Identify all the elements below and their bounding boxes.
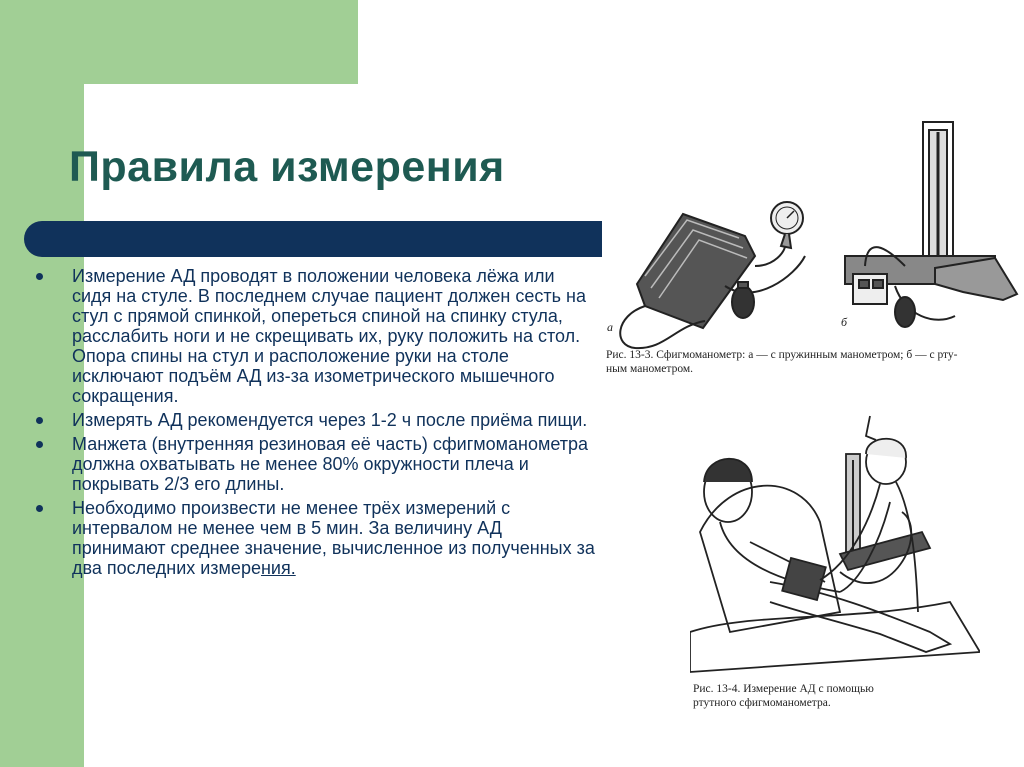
bullet-dot-icon [36,505,43,512]
caption-line: ным манометром. [606,363,694,375]
decor-green-top [0,0,358,84]
bullet-item [36,410,596,430]
bulb-icon [732,282,754,318]
bullet-dot-icon [36,441,43,448]
bullet-text: Измерять АД рекомендуется через 1-2 ч после приёма пищи. [72,410,588,430]
bullet-text-main: Необходимо произвести не менее трёх измерений с интервалом не менее чем в 5 мин. За величину АД принимают среднее значение, вычисленное из полученных за два последних измере [72,498,595,578]
sphygmomanometer-illustration [605,116,1023,386]
figure-caption-2 [693,682,983,710]
bullet-dot-icon [36,417,43,424]
title-underline-bar [24,221,602,257]
patient-measurement-illustration [690,412,980,712]
figure-caption-1 [606,348,1024,376]
bullet-item [36,266,596,406]
mercury-column-icon [840,454,930,570]
bullet-item [36,434,596,494]
bullet-text-underlined: ния. [260,558,296,578]
bullet-dot-icon [36,273,43,280]
caption-line: Рис. 13-4. Измерение АД с помощью [693,683,874,695]
caption-line: Рис. 13-3. Сфигмоманометр: а — с пружинным манометром; б — с рту- [606,349,958,361]
bullet-list [36,266,596,582]
bullet-text [72,498,596,578]
slide-title: Правила измерения [69,143,505,191]
bullet-text: Измерение АД проводят в положении человека лёжа или сидя на стуле. В последнем случае пациент должен сесть на стул с прямой спинкой, опереться спиной на спинку стула, расслабить ноги и не скрещивать их, руку положить на стол. Опора спины на стул и расположение руки на столе исключают подъём АД из-за изометрического мышечного сокращения. [72,266,586,406]
gauge-icon [771,202,803,248]
bullet-text: Манжета (внутренняя резиновая её часть) сфигмоманометра должна охватывать не менее 80% окружности плеча и покрывать 2/3 его длины. [72,434,589,494]
caption-line: ртутного сфигмоманометра. [693,697,831,709]
fig1-label-b: б [841,315,848,329]
fig1-label-a: а [607,320,613,334]
bullet-item [36,498,596,578]
